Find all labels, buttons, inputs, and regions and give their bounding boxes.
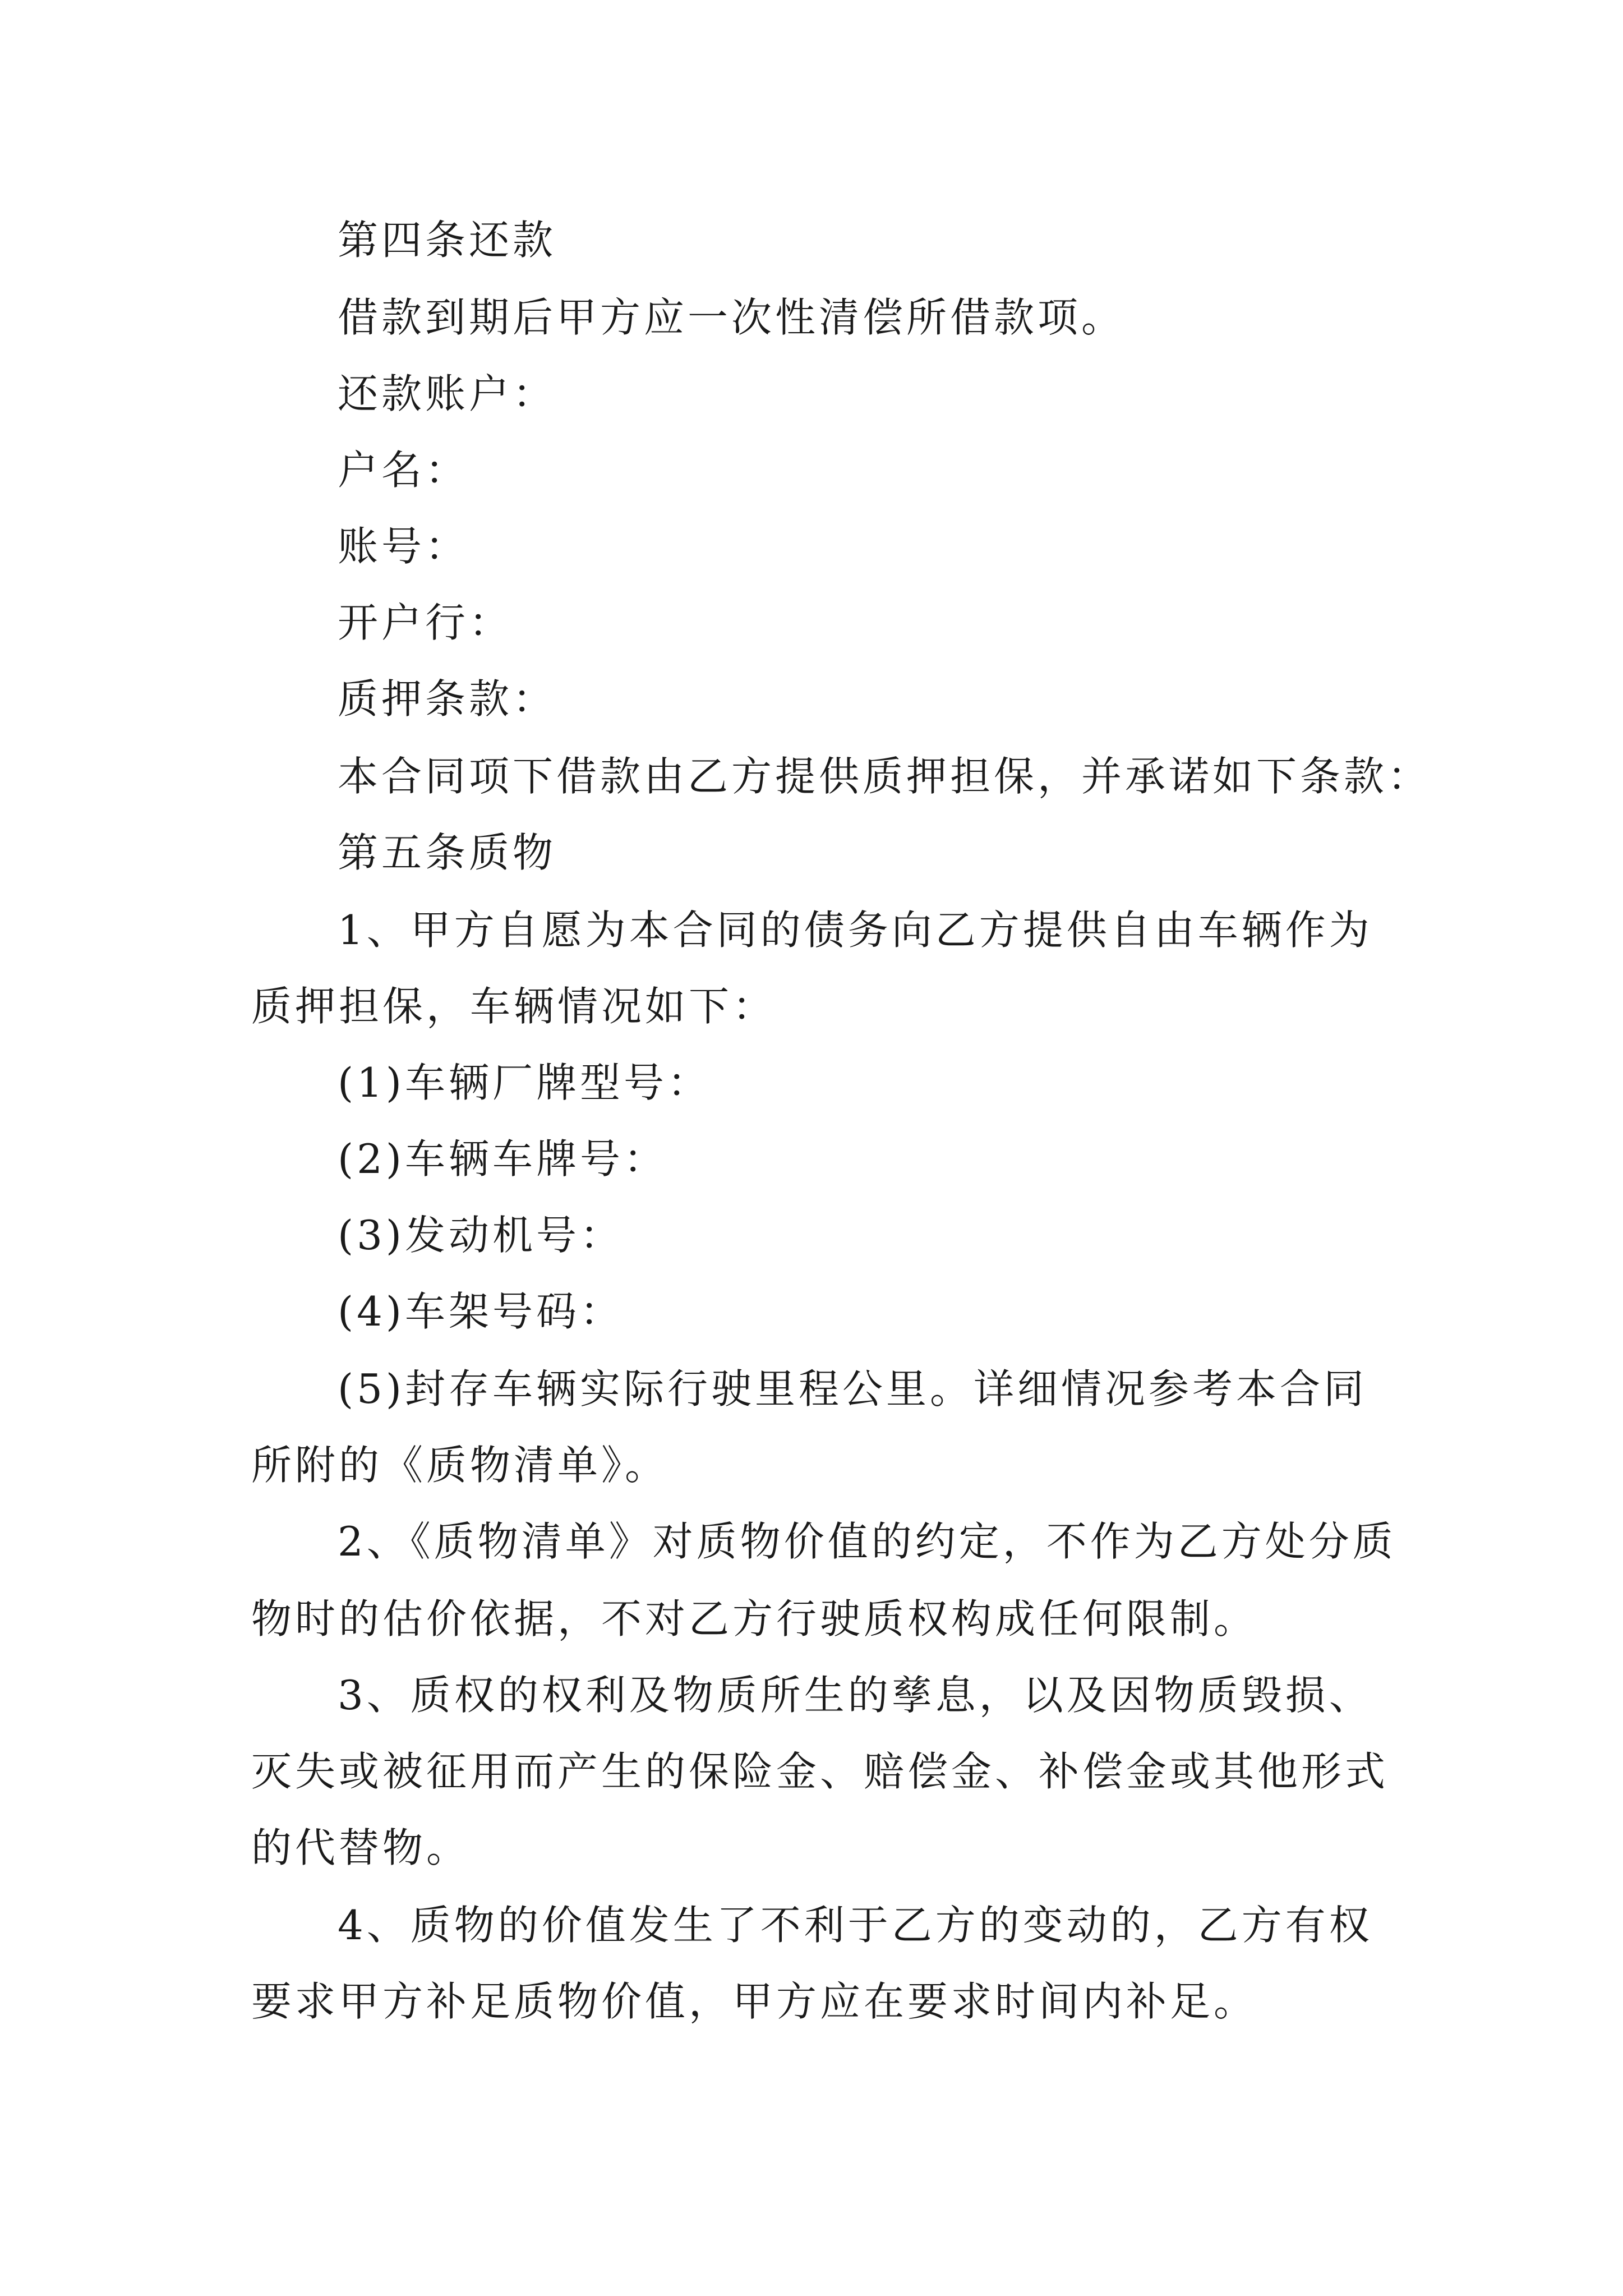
frame-number-label: (4)车架号码： [338,1288,624,1335]
bank-label: 开户行： [338,599,513,646]
item-2-line-2: 物时的估价依据，不对乙方行驶质权构成任何限制。 [251,1595,1258,1642]
item-1-line-1: 1、甲方自愿为本合同的债务向乙方提供自由车辆作为 [338,907,1373,954]
item-3-line-2: 灭失或被征用而产生的保险金、赔偿金、补偿金或其他形式 [251,1748,1389,1795]
item-2-line-1: 2、《质物清单》对质物价值的约定，不作为乙方处分质 [338,1518,1396,1565]
item-4-line-1: 4、质物的价值发生了不利于乙方的变动的，乙方有权 [338,1902,1373,1949]
account-name-label: 户名： [338,447,469,494]
item-1-line-2: 质押担保，车辆情况如下： [251,983,777,1030]
article-4-heading: 第四条还款 [338,217,557,264]
vehicle-plate-label: (2)车辆车牌号： [338,1135,667,1182]
item-3-line-3: 的代替物。 [251,1824,471,1871]
pledge-clause-text: 本合同项下借款由乙方提供质押担保，并承诺如下条款： [338,753,1432,800]
mileage-line-1: (5)封存车辆实际行驶里程公里。详细情况参考本合同 [338,1365,1367,1412]
mileage-line-2: 所附的《质物清单》。 [251,1442,669,1489]
item-4-line-2: 要求甲方补足质物价值，甲方应在要求时间内补足。 [251,1978,1258,2025]
vehicle-model-label: (1)车辆厂牌型号： [338,1059,711,1106]
pledge-clause-heading: 质押条款： [338,675,557,723]
item-3-line-1: 3、质权的权利及物质所生的孳息，以及因物质毁损、 [338,1672,1373,1719]
repayment-account-label: 还款账户： [338,370,557,417]
account-number-label: 账号： [338,523,469,570]
article-5-heading: 第五条质物 [338,829,557,876]
repayment-text: 借款到期后甲方应一次性清偿所借款项。 [338,294,1126,341]
engine-number-label: (3)发动机号： [338,1212,624,1259]
